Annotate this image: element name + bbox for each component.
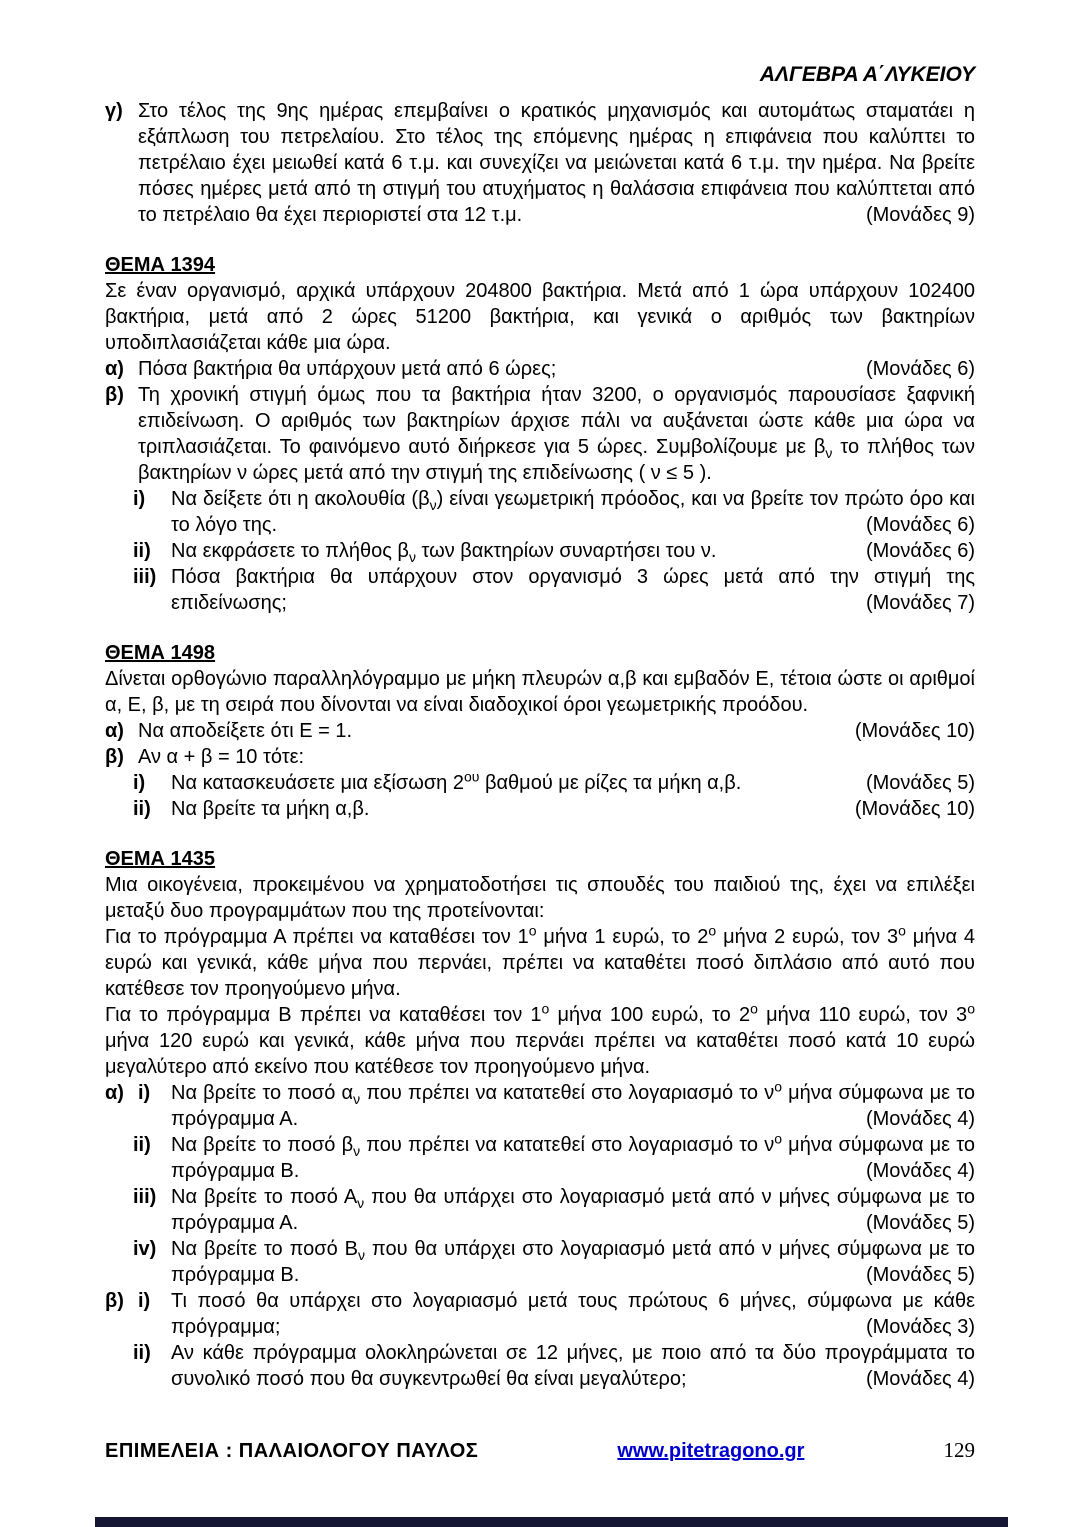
item-label: i) (133, 772, 146, 794)
item-1498-b-ii (133, 796, 975, 822)
item-label: iii) (133, 1186, 157, 1208)
item-label: ii) (133, 1342, 151, 1364)
item-label: γ) (105, 100, 123, 122)
theme-1394-intro: Σε έναν οργανισμό, αρχικά υπάρχουν 204800 βακτήρια. Μετά από 1 ώρα υπάρχουν 102400 βακτήρια, μετά από 2 ώρες 51200 βακτήρια, και γενικά ο αριθμός των βακτηρίων υποδιπλασιάζεται κάθε μια ώρα. (105, 280, 975, 354)
points-label: (Μονάδες 4) (865, 1108, 975, 1130)
points-label: (Μονάδες 4) (865, 1368, 975, 1390)
item-text: Πόσα βακτήρια θα υπάρχουν στον οργανισμό 3 ώρες μετά από την στιγμή της επιδείνωσης; (171, 566, 975, 614)
item-1498-b (105, 744, 975, 770)
item-1435-a-iv (133, 1236, 975, 1288)
item-1498-a (105, 718, 975, 744)
item-label: α) (105, 720, 124, 742)
item-1394-b-i (133, 486, 975, 538)
points-label: (Μονάδες 3) (865, 1316, 975, 1338)
points-label: (Μονάδες 4) (865, 1160, 975, 1182)
item-label: ii) (133, 540, 151, 562)
item-text: Να βρείτε το ποσό $\beta_\nu$ που πρέπει να κατατεθεί στο λογαριασμό το $\nu^o$ μήνα σύμφωνα με το πρόγραμμα Β. (171, 1130, 976, 1182)
theme-1498-intro: Δίνεται ορθογώνιο παραλληλόγραμμο με μήκη πλευρών α,β και εμβαδόν Ε, τέτοια ώστε οι αριθμοί α, Ε, β, με τη σειρά που δίνονται να είναι διαδοχικοί όροι γεωμετρικής προόδου. (105, 668, 975, 716)
points-label: (Μονάδες 6) (865, 514, 975, 536)
item-text: Τι ποσό θα υπάρχει στο λογαριασμό μετά τους πρώτους 6 μήνες, σύμφωνα με κάθε πρόγραμμα; (171, 1290, 975, 1338)
item-label: ii) (133, 1134, 151, 1156)
item-1435-b-ii (133, 1340, 975, 1392)
points-label: (Μονάδες 10) (854, 720, 975, 742)
item-label: α) (105, 358, 124, 380)
item-text: Να αποδείξετε ότι Ε = 1. (138, 720, 353, 742)
item-label: α) (105, 1082, 124, 1104)
theme-1435-intro: Μια οικογένεια, προκειμένου να χρηματοδοτήσει τις σπουδές του παιδιού της, έχει να επιλέξει μεταξύ δυο προγραμμάτων που της προτείνονται: (105, 874, 975, 922)
item-text: Στο τέλος της 9ης ημέρας επεμβαίνει ο κρατικός μηχανισμός και αυτομάτως σταματάει η εξάπλωση του πετρελαίου. Στο τέλος της επόμενης ημέρας η επιφάνεια που καλύπτει το πετρέλαιο έχει μειωθεί κατά 6 τ.μ. και συνεχίζει να μειώνεται κατά 6 τ.μ. την ημέρα. Να βρείτε πόσες ημέρες μετά από τη στιγμή του ατυχήματος η θαλάσσια επιφάνεια που καλύπτεται από το πετρέλαιο θα έχει περιοριστεί στα 12 τ.μ. (138, 100, 975, 226)
item-1498-b-i (133, 770, 975, 796)
theme-1435-program-a: Για το πρόγραμμα Α πρέπει να καταθέσει τον $1^o$ μήνα 1 ευρώ, το $2^o$ μήνα 2 ευρώ, τον $3^o$ μήνα 4 ευρώ και γενικά, κάθε μήνα που περνάει, πρέπει να καταθέτει ποσό διπλάσιο από αυτό που κατέθεσε τον προηγούμενο μήνα. (105, 922, 975, 1000)
item-text: Πόσα βακτήρια θα υπάρχουν μετά από 6 ώρες; (138, 358, 557, 380)
item-label: β) (105, 384, 124, 406)
points-label: (Μονάδες 10) (854, 798, 975, 820)
theme-1435-program-b: Για το πρόγραμμα Β πρέπει να καταθέσει τον $1^o$ μήνα 100 ευρώ, το $2^o$ μήνα 110 ευρώ, τον $3^o$ μήνα 120 ευρώ και γενικά, κάθε μήνα που περνάει πρέπει να καταθέτει ποσό κατά 10 ευρώ μεγαλύτερο από εκείνο που κατέθεσε τον προηγούμενο μήνα. (105, 1000, 975, 1078)
theme-1498-heading: ΘΕΜΑ 1498 (105, 642, 216, 664)
item-label: β) (105, 1290, 124, 1312)
points-label: (Μονάδες 5) (865, 772, 975, 794)
item-1394-a (105, 356, 975, 382)
item-label: iv) (133, 1238, 157, 1260)
item-text: Να βρείτε το ποσό $A_\nu$ που θα υπάρχει στο λογαριασμό μετά από ν μήνες σύμφωνα με το πρόγραμμα Α. (171, 1186, 976, 1234)
item-text: Αν κάθε πρόγραμμα ολοκληρώνεται σε 12 μήνες, με ποιο από τα δύο προγράμματα το συνολικό ποσό που θα συγκεντρωθεί θα είναι μεγαλύτερο; (171, 1342, 975, 1390)
points-label: (Μονάδες 6) (865, 540, 975, 562)
footer-website-link[interactable]: www.pitetragono.gr (617, 1440, 805, 1462)
item-label: i) (133, 488, 146, 510)
item-text: Να βρείτε τα μήκη α,β. (171, 798, 370, 820)
item-1435-a-i (105, 1080, 975, 1132)
item-text: Αν α + β = 10 τότε: (138, 746, 305, 768)
item-label: β) (105, 746, 124, 768)
item-1394-b-ii (133, 538, 975, 564)
page-footer (105, 1437, 975, 1464)
points-label: (Μονάδες 6) (865, 358, 975, 380)
points-label: (Μονάδες 9) (865, 204, 975, 226)
item-label: ii) (133, 798, 151, 820)
item-1435-b-i (105, 1288, 975, 1340)
item-sublabel: i) (138, 1082, 151, 1104)
item-1435-a-ii (133, 1132, 975, 1184)
theme-1435-heading: ΘΕΜΑ 1435 (105, 848, 216, 870)
footer-editor-credit: ΕΠΙΜΕΛΕΙΑ : ΠΑΛΑΙΟΛΟΓΟΥ ΠΑΥΛΟΣ (105, 1440, 479, 1462)
item-text: Τη χρονική στιγμή όμως που τα βακτήρια ήταν 3200, ο οργανισμός παρουσίασε ξαφνική επιδείνωση. Ο αριθμός των βακτηρίων άρχισε πάλι να αυξάνεται ώστε κάθε μια ώρα να τριπλασιάζεται. Το φαινόμενο αυτό διήρκεσε για 5 ώρες. Συμβολίζουμε με $\beta_\nu$ το πλήθος των βακτηρίων ν ώρες μετά από την στιγμή της επιδείνωσης ( ν ≤ 5 ). (138, 384, 976, 484)
item-1435-a-iii (133, 1184, 975, 1236)
footer-page-number: 129 (943, 1438, 975, 1462)
page-header-title: ΑΛΓΕΒΡΑ Α΄ΛΥΚΕΙΟΥ (759, 63, 975, 86)
item-text: Να δείξετε ότι η ακολουθία $(\beta_\nu)$ είναι γεωμετρική πρόοδος, και να βρείτε τον πρώτο όρο και το λόγο της. (171, 488, 975, 536)
item-sublabel: i) (138, 1290, 151, 1312)
points-label: (Μονάδες 5) (865, 1264, 975, 1286)
item-1394-b-iii (133, 564, 975, 616)
item-1394-b (105, 382, 975, 486)
theme-1394-heading: ΘΕΜΑ 1394 (105, 254, 216, 276)
item-text: Να κατασκευάσετε μια εξίσωση $2^{o\upsilon}$ βαθμού με ρίζες τα μήκη α,β. (171, 768, 742, 794)
item-continuation-gamma (105, 98, 975, 228)
item-label: iii) (133, 566, 157, 588)
item-text: Να εκφράσετε το πλήθος $\beta_\nu$ των βακτηρίων συναρτήσει του ν. (171, 540, 717, 565)
page-inner (105, 62, 975, 1392)
item-text: Να βρείτε το ποσό $B_\nu$ που θα υπάρχει στο λογαριασμό μετά από ν μήνες σύμφωνα με το πρόγραμμα Β. (171, 1238, 976, 1286)
points-label: (Μονάδες 7) (865, 592, 975, 614)
item-text: Να βρείτε το ποσό $\alpha_\nu$ που πρέπει να κατατεθεί στο λογαριασμό το $\nu^o$ μήνα σύμφωνα με το πρόγραμμα Α. (171, 1078, 975, 1130)
page-header (105, 62, 975, 88)
points-label: (Μονάδες 5) (865, 1212, 975, 1234)
page-bottom-edge (95, 1517, 1008, 1527)
